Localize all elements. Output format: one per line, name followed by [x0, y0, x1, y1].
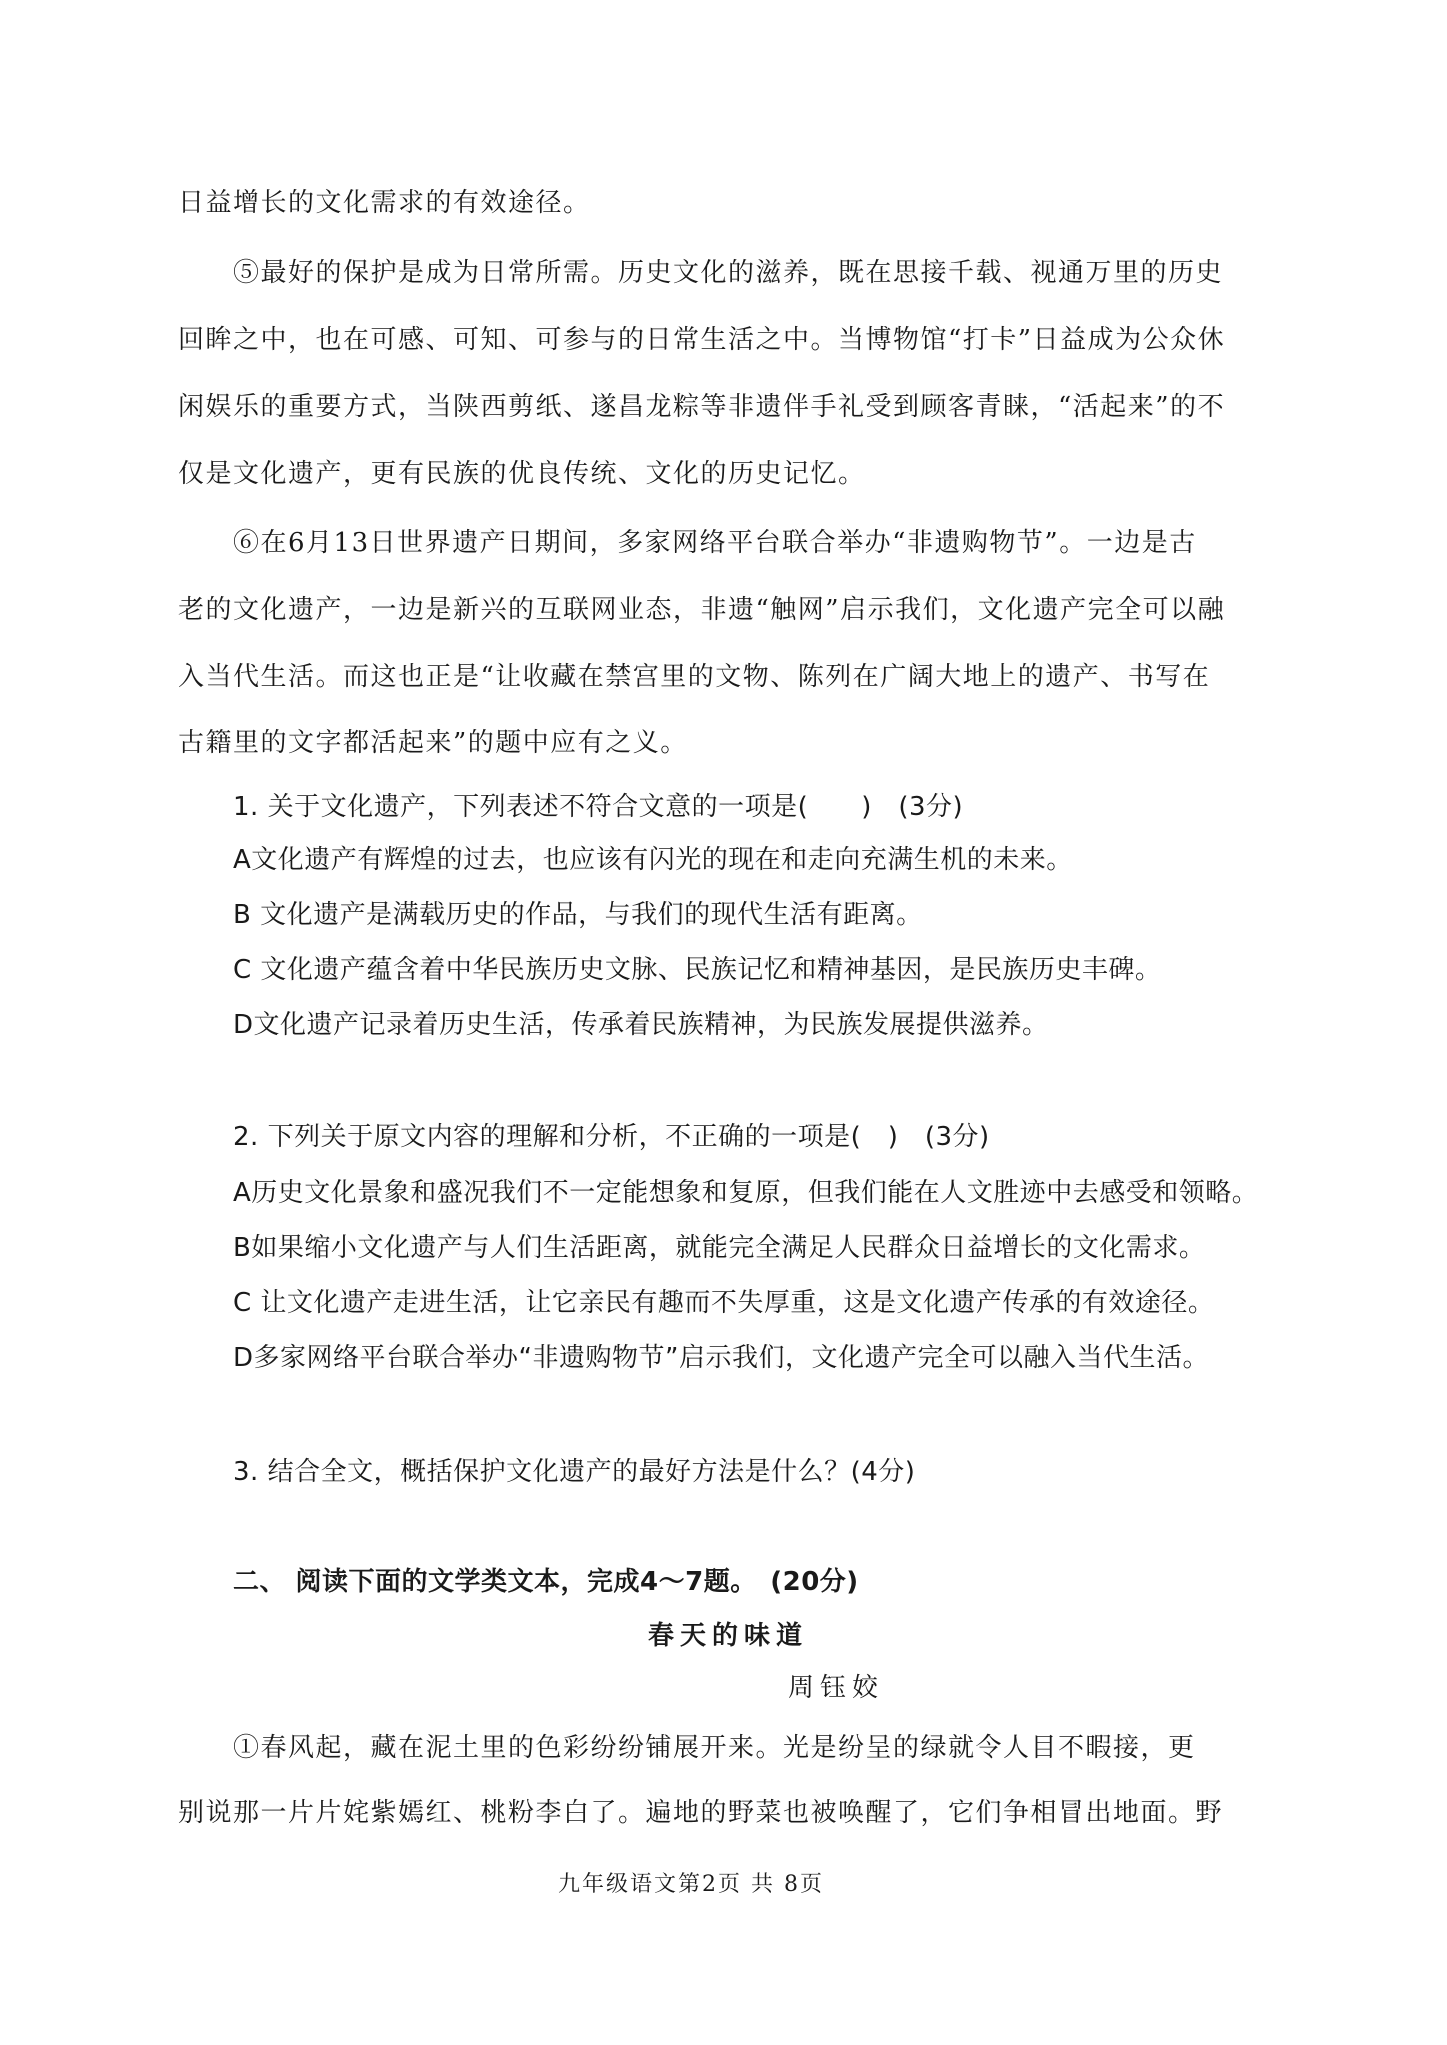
passage-p5-line2: 回眸之中，也在可感、可知、可参与的日常生活之中。当博物馆“打卡”日益成为公众休: [178, 325, 1226, 355]
question-1-option-a: A文化遗产有辉煌的过去，也应该有闪光的现在和走向充满生机的未来。: [233, 845, 1073, 875]
question-2-stem: 2. 下列关于原文内容的理解和分析，不正确的一项是( ) (3分): [233, 1122, 990, 1152]
passage-p6-line1: ⑥在6月13日世界遗产日期间，多家网络平台联合举办“非遗购物节”。一边是古: [233, 528, 1197, 558]
question-2-option-d: D多家网络平台联合举办“非遗购物节”启示我们，文化遗产完全可以融入当代生活。: [233, 1343, 1209, 1373]
article-title: 春天的味道: [648, 1621, 809, 1651]
question-2-option-c: C 让文化遗产走进生活，让它亲民有趣而不失厚重，这是文化遗产传承的有效途径。: [233, 1288, 1215, 1318]
page-footer: 九年级语文第2页 共 8页: [558, 1872, 824, 1897]
passage-p4-tail: 日益增长的文化需求的有效途径。: [178, 188, 591, 218]
passage-p6-line4: 古籍里的文字都活起来”的题中应有之义。: [178, 728, 688, 758]
passage-p5-line4: 仅是文化遗产，更有民族的优良传统、文化的历史记忆。: [178, 459, 866, 489]
article-p1-line2: 别说那一片片姹紫嫣红、桃粉李白了。遍地的野菜也被唤醒了，它们争相冒出地面。野: [178, 1798, 1224, 1828]
question-1-option-d: D文化遗产记录着历史生活，传承着民族精神，为民族发展提供滋养。: [233, 1010, 1049, 1040]
question-1-option-c: C 文化遗产蕴含着中华民族历史文脉、民族记忆和精神基因，是民族历史丰碑。: [233, 955, 1162, 985]
section-heading: 二、 阅读下面的文学类文本，完成4～7题。 (20分): [233, 1567, 859, 1597]
question-1-stem: 1. 关于文化遗产，下列表述不符合文意的一项是( ) (3分): [233, 792, 964, 822]
article-p1-line1: ①春风起，藏在泥土里的色彩纷纷铺展开来。光是纷呈的绿就令人目不暇接，更: [233, 1733, 1196, 1763]
question-2-option-b: B如果缩小文化遗产与人们生活距离，就能完全满足人民群众日益增长的文化需求。: [233, 1233, 1206, 1263]
passage-p5-line1: ⑤最好的保护是成为日常所需。历史文化的滋养，既在思接千载、视通万里的历史: [233, 258, 1224, 288]
article-author: 周钰姣: [788, 1673, 885, 1703]
question-1-option-b: B 文化遗产是满载历史的作品，与我们的现代生活有距离。: [233, 900, 923, 930]
question-3-stem: 3. 结合全文，概括保护文化遗产的最好方法是什么？(4分): [233, 1457, 916, 1487]
passage-p6-line2: 老的文化遗产，一边是新兴的互联网业态，非遗“触网”启示我们，文化遗产完全可以融: [178, 595, 1226, 625]
passage-p5-line3: 闲娱乐的重要方式，当陕西剪纸、遂昌龙粽等非遗伴手礼受到顾客青睐，“活起来”的不: [178, 392, 1226, 422]
question-2-option-a: A历史文化景象和盛况我们不一定能想象和复原，但我们能在人文胜迹中去感受和领略。: [233, 1178, 1259, 1208]
passage-p6-line3: 入当代生活。而这也正是“让收藏在禁宫里的文物、陈列在广阔大地上的遗产、书写在: [178, 662, 1211, 692]
